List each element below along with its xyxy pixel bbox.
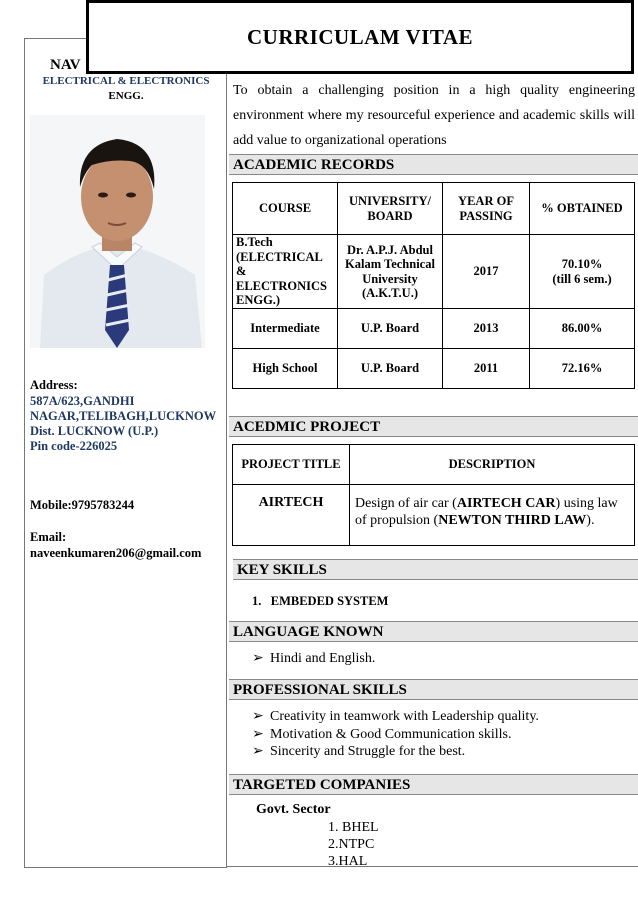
address — [30, 394, 226, 454]
bottom-rule — [227, 866, 638, 867]
email-label: Email: — [30, 530, 67, 544]
cell-board: U.P. Board — [338, 309, 443, 349]
key-skill-item: 1. EMBEDED SYSTEM — [252, 594, 389, 608]
address-label: Address: — [30, 378, 78, 392]
list-item-text: Hindi and English. — [270, 651, 376, 666]
arrow-bullet-icon: ➢ — [252, 726, 264, 742]
table-row — [233, 235, 635, 309]
desc-part-1: Design of air car ( — [355, 496, 457, 511]
table-header-row — [233, 183, 635, 235]
branch-line-2: ENGG. — [108, 90, 144, 102]
cell-course: B.Tech (ELECTRICAL & ELECTRONICS ENGG.) — [233, 235, 338, 309]
header-percent: % OBTAINED — [530, 183, 635, 235]
list-item-text: Sincerity and Struggle for the best. — [270, 744, 466, 759]
page-title: CURRICULAM VITAE — [86, 0, 634, 74]
cell-course: Intermediate — [233, 309, 338, 349]
profile-photo-illustration — [30, 115, 205, 348]
section-professional-skills: PROFESSIONAL SKILLS — [229, 679, 638, 700]
cell-board: U.P. Board — [338, 349, 443, 389]
mobile: Mobile:9795783244 — [30, 498, 135, 512]
header-year: YEAR OF PASSING — [443, 183, 530, 235]
section-language: LANGUAGE KNOWN — [229, 621, 638, 642]
profile-photo — [30, 115, 205, 348]
project-table — [232, 444, 635, 546]
career-objective: To obtain a challenging position in a high quality engineering environment where my resourceful experience and academic skills will add value to organizational operations — [233, 83, 635, 148]
header-project-title: PROJECT TITLE — [233, 445, 350, 485]
list-item: 1. BHEL — [328, 820, 379, 835]
cell-percent: 72.16% — [530, 349, 635, 389]
header-course: COURSE — [233, 183, 338, 235]
arrow-bullet-icon: ➢ — [252, 744, 264, 759]
list-item — [252, 743, 539, 761]
list-item — [252, 708, 539, 726]
cell-project-description — [350, 485, 635, 546]
cell-year: 2017 — [443, 235, 530, 309]
address-line-2: NAGAR,TELIBAGH,LUCKNOW — [30, 409, 217, 423]
list-item-text: Creativity in teamwork with Leadership quality. — [270, 709, 539, 724]
header-university: UNIVERSITY/ BOARD — [338, 183, 443, 235]
list-item-text: Motivation & Good Communication skills. — [270, 726, 512, 742]
table-row — [233, 485, 635, 546]
percent-note: (till 6 sem.) — [552, 271, 612, 286]
list-item: 3.HAL — [328, 854, 368, 869]
arrow-bullet-icon: ➢ — [252, 709, 264, 724]
candidate-name: NAV — [50, 57, 81, 73]
cell-percent — [530, 235, 635, 309]
cell-course: High School — [233, 349, 338, 389]
table-row — [233, 349, 635, 389]
table-row — [233, 309, 635, 349]
list-item: 2.NTPC — [328, 837, 375, 852]
language-list — [252, 650, 375, 668]
list-item — [252, 650, 375, 668]
cell-year: 2013 — [443, 309, 530, 349]
header-description: DESCRIPTION — [350, 445, 635, 485]
desc-bold-2: NEWTON THIRD LAW — [438, 513, 587, 528]
section-academic-project: ACEDMIC PROJECT — [229, 416, 638, 437]
professional-list — [252, 708, 539, 761]
section-academic-records: ACADEMIC RECORDS — [229, 154, 638, 175]
list-item — [252, 726, 539, 744]
branch-line-1: ELECTRICAL & ELECTRONICS — [42, 75, 210, 87]
desc-part-3: ). — [586, 513, 595, 528]
cell-project-title: AIRTECH — [233, 485, 350, 546]
academic-table — [232, 182, 635, 389]
email: naveenkumaren206@gmail.com — [30, 546, 202, 560]
cell-year: 2011 — [443, 349, 530, 389]
branch — [28, 74, 224, 104]
cell-percent: 86.00% — [530, 309, 635, 349]
percent-value: 70.10% — [561, 256, 603, 271]
company-list — [328, 819, 379, 870]
section-key-skills: KEY SKILLS — [233, 559, 638, 580]
sector-label: Govt. Sector — [256, 802, 331, 817]
address-line-4: Pin code-226025 — [30, 439, 118, 453]
arrow-bullet-icon: ➢ — [252, 651, 264, 666]
address-line-1: 587A/623,GANDHI — [30, 394, 135, 408]
desc-part-2: ) using law of propulsion ( — [355, 496, 618, 528]
desc-bold-1: AIRTECH CAR — [456, 496, 556, 511]
table-header-row — [233, 445, 635, 485]
address-line-3: Dist. LUCKNOW (U.P.) — [30, 424, 159, 438]
cell-board: Dr. A.P.J. Abdul Kalam Technical University (A.K.T.U.) — [338, 235, 443, 309]
section-targeted-companies: TARGETED COMPANIES — [229, 774, 638, 795]
